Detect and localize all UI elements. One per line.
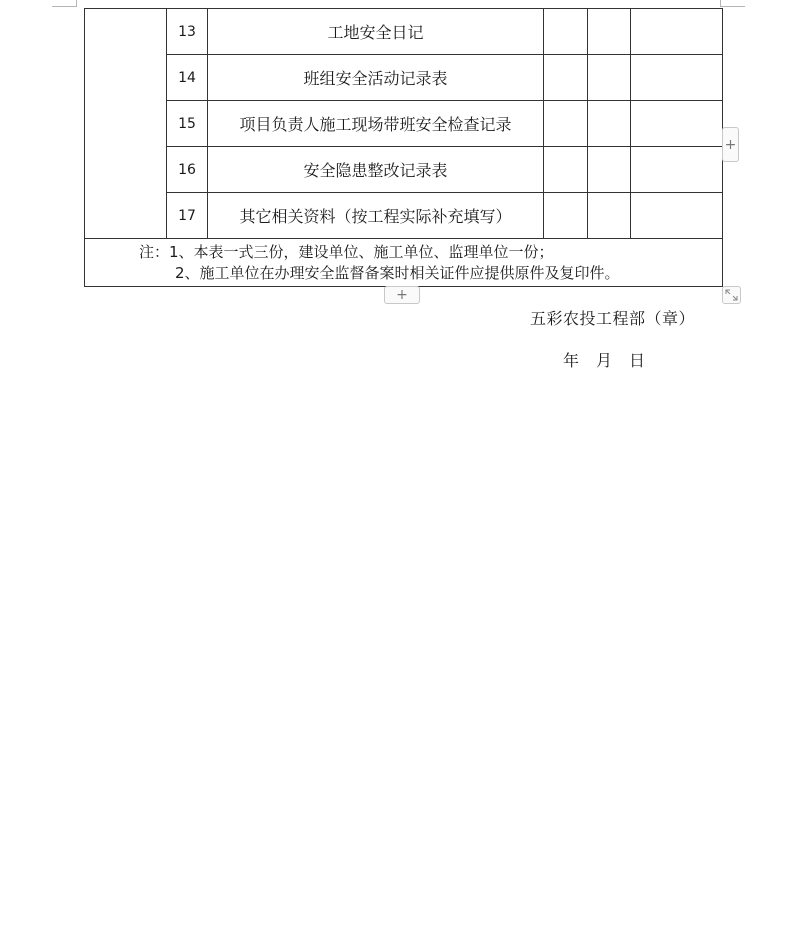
empty-cell[interactable] <box>588 9 631 55</box>
document-table <box>84 8 723 287</box>
category-cell[interactable] <box>85 9 167 239</box>
table-resize-handle[interactable] <box>722 286 741 304</box>
empty-cell[interactable] <box>544 147 588 193</box>
row-item-name[interactable]: 安全隐患整改记录表 <box>208 147 544 193</box>
date-year: 年 <box>563 351 580 370</box>
row-item-name[interactable]: 项目负责人施工现场带班安全检查记录 <box>208 101 544 147</box>
table-row <box>85 9 723 55</box>
row-item-name[interactable]: 工地安全日记 <box>208 9 544 55</box>
row-number[interactable]: 17 <box>167 193 208 239</box>
signature-text: 五彩农投工程部（章） <box>530 309 696 328</box>
empty-cell[interactable] <box>631 101 723 147</box>
note-line-1: 注：1、本表一式三份，建设单位、施工单位、监理单位一份； <box>139 242 554 261</box>
empty-cell[interactable] <box>631 193 723 239</box>
empty-cell[interactable] <box>588 193 631 239</box>
empty-cell[interactable] <box>631 147 723 193</box>
table-row <box>85 193 723 239</box>
date-day: 日 <box>629 351 646 370</box>
empty-cell[interactable] <box>588 147 631 193</box>
empty-cell[interactable] <box>544 101 588 147</box>
row-number[interactable]: 14 <box>167 55 208 101</box>
add-column-button[interactable]: + <box>722 127 739 162</box>
empty-cell[interactable] <box>544 55 588 101</box>
empty-cell[interactable] <box>588 101 631 147</box>
page-corner-mark-left <box>52 0 77 7</box>
empty-cell[interactable] <box>588 55 631 101</box>
date-line <box>563 348 645 371</box>
empty-cell[interactable] <box>631 55 723 101</box>
row-number[interactable]: 15 <box>167 101 208 147</box>
empty-cell[interactable] <box>631 9 723 55</box>
table-row <box>85 147 723 193</box>
row-number[interactable]: 16 <box>167 147 208 193</box>
table-row <box>85 55 723 101</box>
date-month: 月 <box>596 351 613 370</box>
table-row <box>85 101 723 147</box>
note-cell[interactable] <box>85 239 723 287</box>
note-line-2: 2、施工单位在办理安全监督备案时相关证件应提供原件及复印件。 <box>175 263 620 282</box>
resize-arrows-icon <box>725 289 738 301</box>
page-corner-mark-right <box>720 0 745 7</box>
row-item-name[interactable]: 其它相关资料（按工程实际补充填写） <box>208 193 544 239</box>
row-item-name[interactable]: 班组安全活动记录表 <box>208 55 544 101</box>
add-row-button[interactable]: + <box>384 286 420 304</box>
empty-cell[interactable] <box>544 193 588 239</box>
note-row <box>85 239 723 287</box>
empty-cell[interactable] <box>544 9 588 55</box>
row-number[interactable]: 13 <box>167 9 208 55</box>
